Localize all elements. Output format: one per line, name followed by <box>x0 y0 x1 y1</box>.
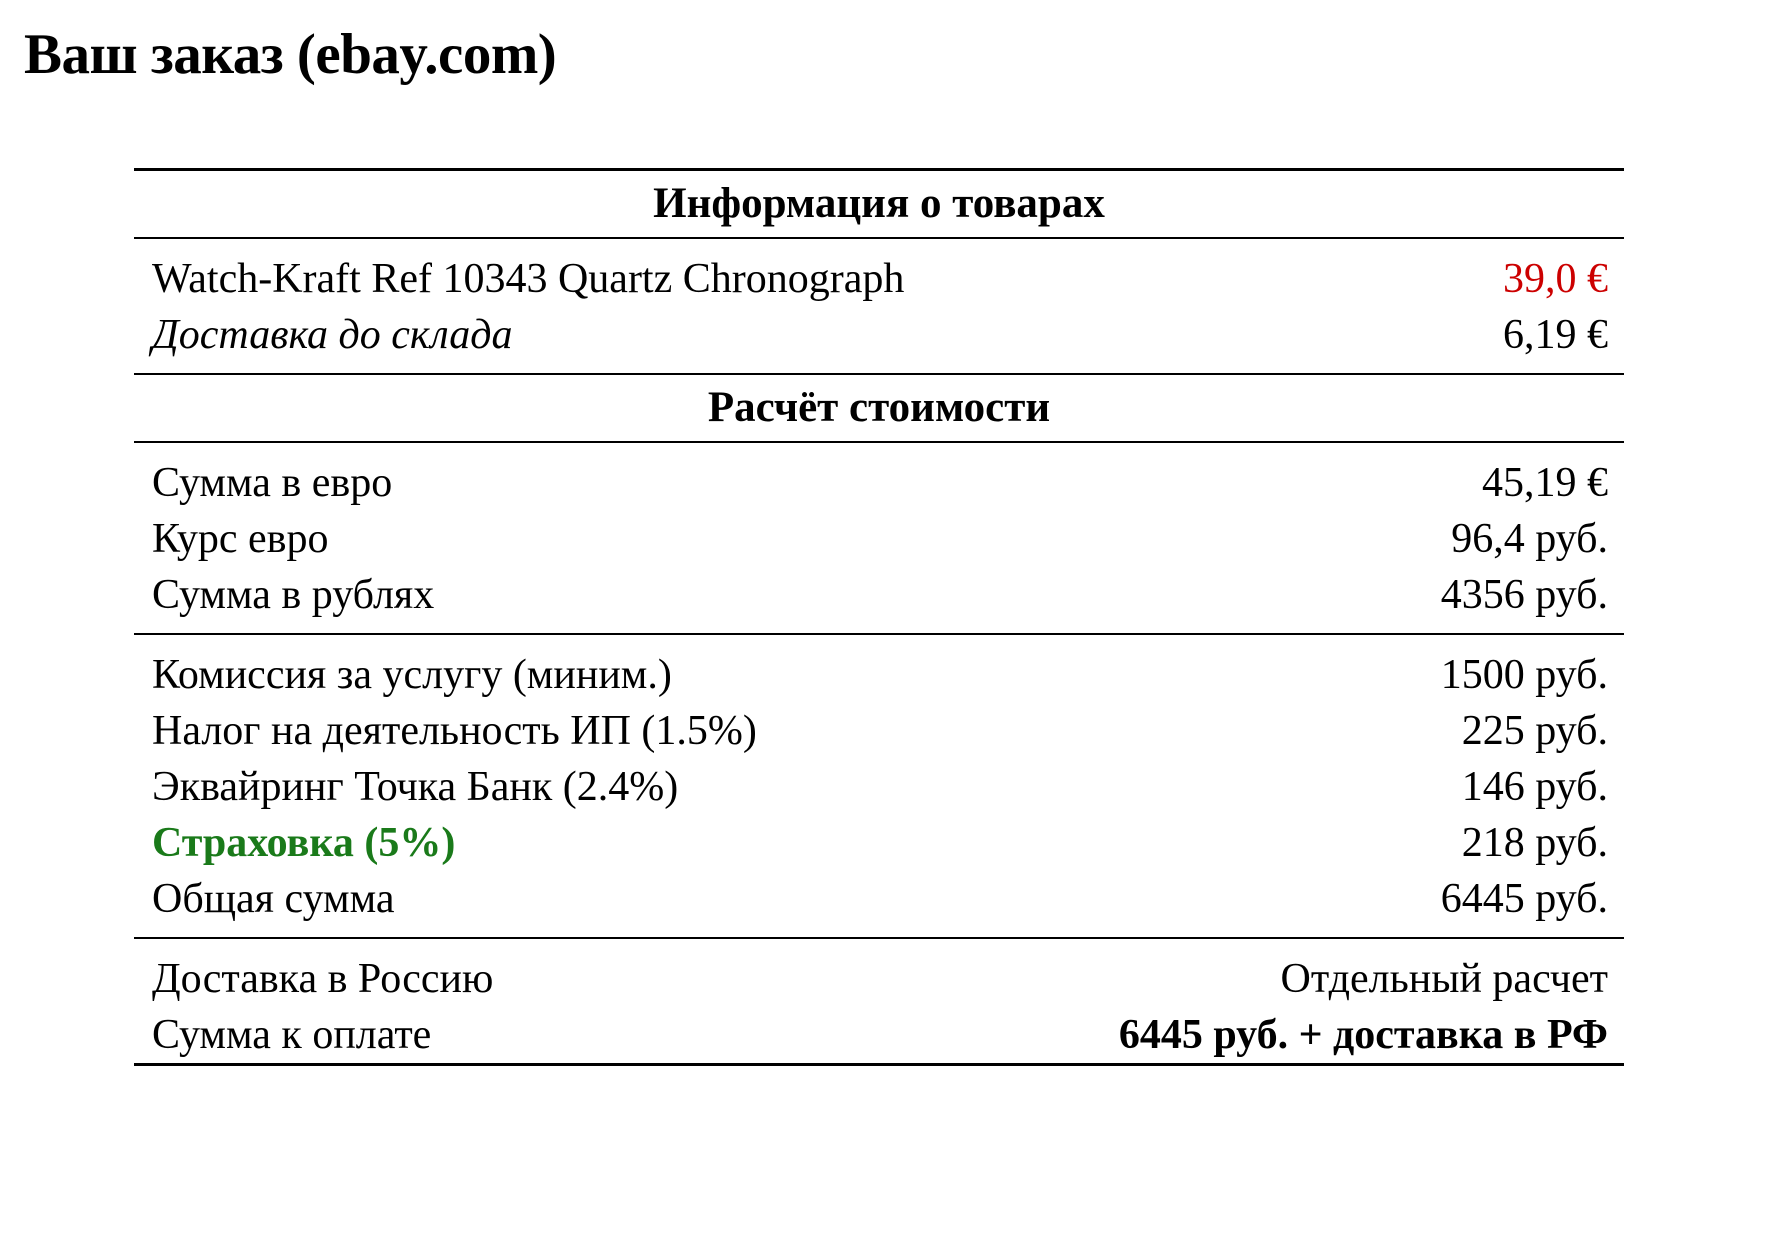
total-1-value: 6445 руб. + доставка в РФ <box>1034 1007 1624 1065</box>
total-0-label: Доставка в Россию <box>134 938 1034 1007</box>
fee-2-label: Эквайринг Точка Банк (2.4%) <box>152 764 679 810</box>
table-row <box>134 815 1624 871</box>
page-title: Ваш заказ (ebay.com) <box>24 23 557 86</box>
conversion-2-label: Сумма в рублях <box>152 572 435 618</box>
table-row <box>134 634 1624 703</box>
item-0-value: 39,0 € <box>1034 238 1624 307</box>
fee-3-label: Страховка (5%) <box>152 820 456 866</box>
item-1-label: Доставка до склада <box>152 312 513 358</box>
spacer <box>134 623 1624 634</box>
fee-1-label: Налог на деятельность ИП (1.5%) <box>152 708 757 754</box>
section-header-calculation-label: Расчёт стоимости <box>134 374 1624 442</box>
table-row <box>134 307 1624 363</box>
item-1-value: 6,19 € <box>1503 312 1608 358</box>
conversion-0-label: Сумма в евро <box>134 442 1034 511</box>
fee-0-value: 1500 руб. <box>1034 634 1624 703</box>
fee-0-label: Комиссия за услугу (миним.) <box>134 634 1034 703</box>
table-row <box>134 703 1624 759</box>
table-row <box>134 442 1624 511</box>
section-header-calculation <box>134 374 1624 442</box>
table-row <box>134 871 1624 927</box>
item-0-label: Watch-Kraft Ref 10343 Quartz Chronograph <box>134 238 1034 307</box>
conversion-2-value: 4356 руб. <box>1440 572 1608 618</box>
total-0-value: Отдельный расчет <box>1034 938 1624 1007</box>
table-row <box>134 1007 1624 1065</box>
fee-2-value: 146 руб. <box>1461 764 1608 810</box>
total-1-label: Сумма к оплате <box>134 1007 1034 1065</box>
table-row <box>134 759 1624 815</box>
spacer <box>134 927 1624 938</box>
table-row <box>134 511 1624 567</box>
spacer <box>134 363 1624 374</box>
table-row <box>134 938 1624 1007</box>
order-summary-table <box>134 168 1624 1066</box>
section-header-items <box>134 170 1624 239</box>
fee-3-value: 218 руб. <box>1461 820 1608 866</box>
table-row <box>134 238 1624 307</box>
conversion-1-value: 96,4 руб. <box>1451 516 1608 562</box>
fee-1-value: 225 руб. <box>1461 708 1608 754</box>
fee-4-value: 6445 руб. <box>1440 876 1608 922</box>
fee-4-label: Общая сумма <box>152 876 395 922</box>
conversion-1-label: Курс евро <box>152 516 329 562</box>
section-header-items-label: Информация о товарах <box>134 170 1624 239</box>
table-row <box>134 567 1624 623</box>
conversion-0-value: 45,19 € <box>1034 442 1624 511</box>
